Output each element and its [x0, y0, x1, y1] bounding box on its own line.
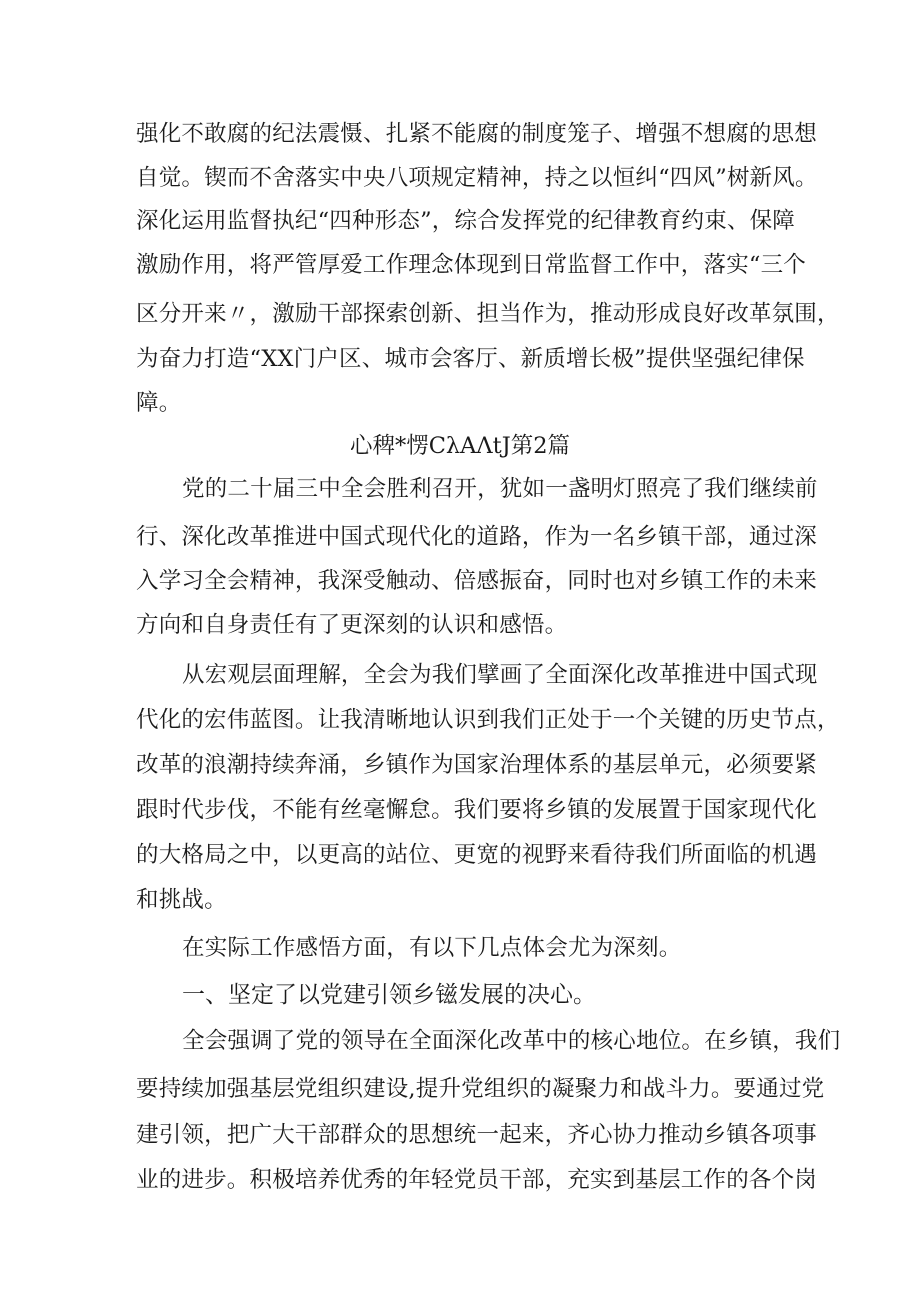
text-line: 业的进步。积极培养优秀的年轻党员干部，充实到基层工作的各个岗 [136, 1167, 818, 1193]
subheading: 一、坚定了以党建引领乡镃发展的决心。 [182, 982, 596, 1008]
text-line: 障。 [136, 390, 182, 416]
text-line: 强化不敢腐的纪法震慑、扎紧不能腐的制度笼子、增强不想腐的思想 [136, 121, 818, 147]
text-line: 改革的浪潮持续奔涌，乡镇作为国家治理体系的基层单元，必须要紧 [136, 752, 818, 778]
text-line: 行、深化改革推进中国式现代化的道路，作为一名乡镇干部，通过深 [136, 524, 818, 550]
text-line: 建引领，把广大干部群众的思想统一起来，齐心协力推动乡镇各项事 [136, 1122, 818, 1148]
text-line: 全会强调了党的领导在全面深化改革中的核心地位。在乡镇，我们 [182, 1028, 841, 1054]
text-line: 激励作用，将严管厚爱工作理念体现到日常监督工作中，落实“三个 [136, 252, 807, 278]
text-line: 为奋力打造“XX门户区、城市会客厅、新质增长极”提供坚强纪律保 [136, 346, 805, 372]
text-line: 跟时代步伐，不能有丝毫懈怠。我们要将乡镇的发展置于国家现代化 [136, 797, 818, 823]
text-line: 党的二十届三中全会胜利召开，犹如一盏明灯照亮了我们继续前 [182, 476, 818, 502]
text-line: 区分开来〃，激励干部探索创新、担当作为，推动形成良好改革氛围， [136, 301, 840, 327]
text-line: 和挑战。 [136, 887, 227, 913]
text-line: 在实际工作感悟方面，有以下几点体会尤为深刻。 [182, 935, 682, 961]
text-line: 要持续加强基层党组织建设,提升党组织的凝聚力和战斗力。要通过党 [136, 1076, 825, 1102]
text-line: 方向和自身责任有了更深刻的认识和感悟。 [136, 612, 568, 638]
text-line: 自觉。锲而不舍落实中央八项规定精神，持之以恒纠“四风”树新风。 [136, 165, 818, 191]
section-title: 心稗*愣CλAΛtJ第2篇 [349, 433, 571, 459]
text-line: 入学习全会精神，我深受触动、倍感振奋，同时也对乡镇工作的未来 [136, 568, 818, 594]
text-line: 从宏观层面理解，全会为我们擘画了全面深化改革推进中国式现 [182, 662, 818, 688]
text-line: 深化运用监督执纪“四种形态”，综合发挥党的纪律教育约束、保障 [136, 208, 796, 234]
text-line: 的大格局之中，以更高的站位、更宽的视野来看待我们所面临的机遇 [136, 842, 818, 868]
text-line: 代化的宏伟蓝图。让我清晰地认识到我们正处于一个关键的历史节点， [136, 707, 840, 733]
